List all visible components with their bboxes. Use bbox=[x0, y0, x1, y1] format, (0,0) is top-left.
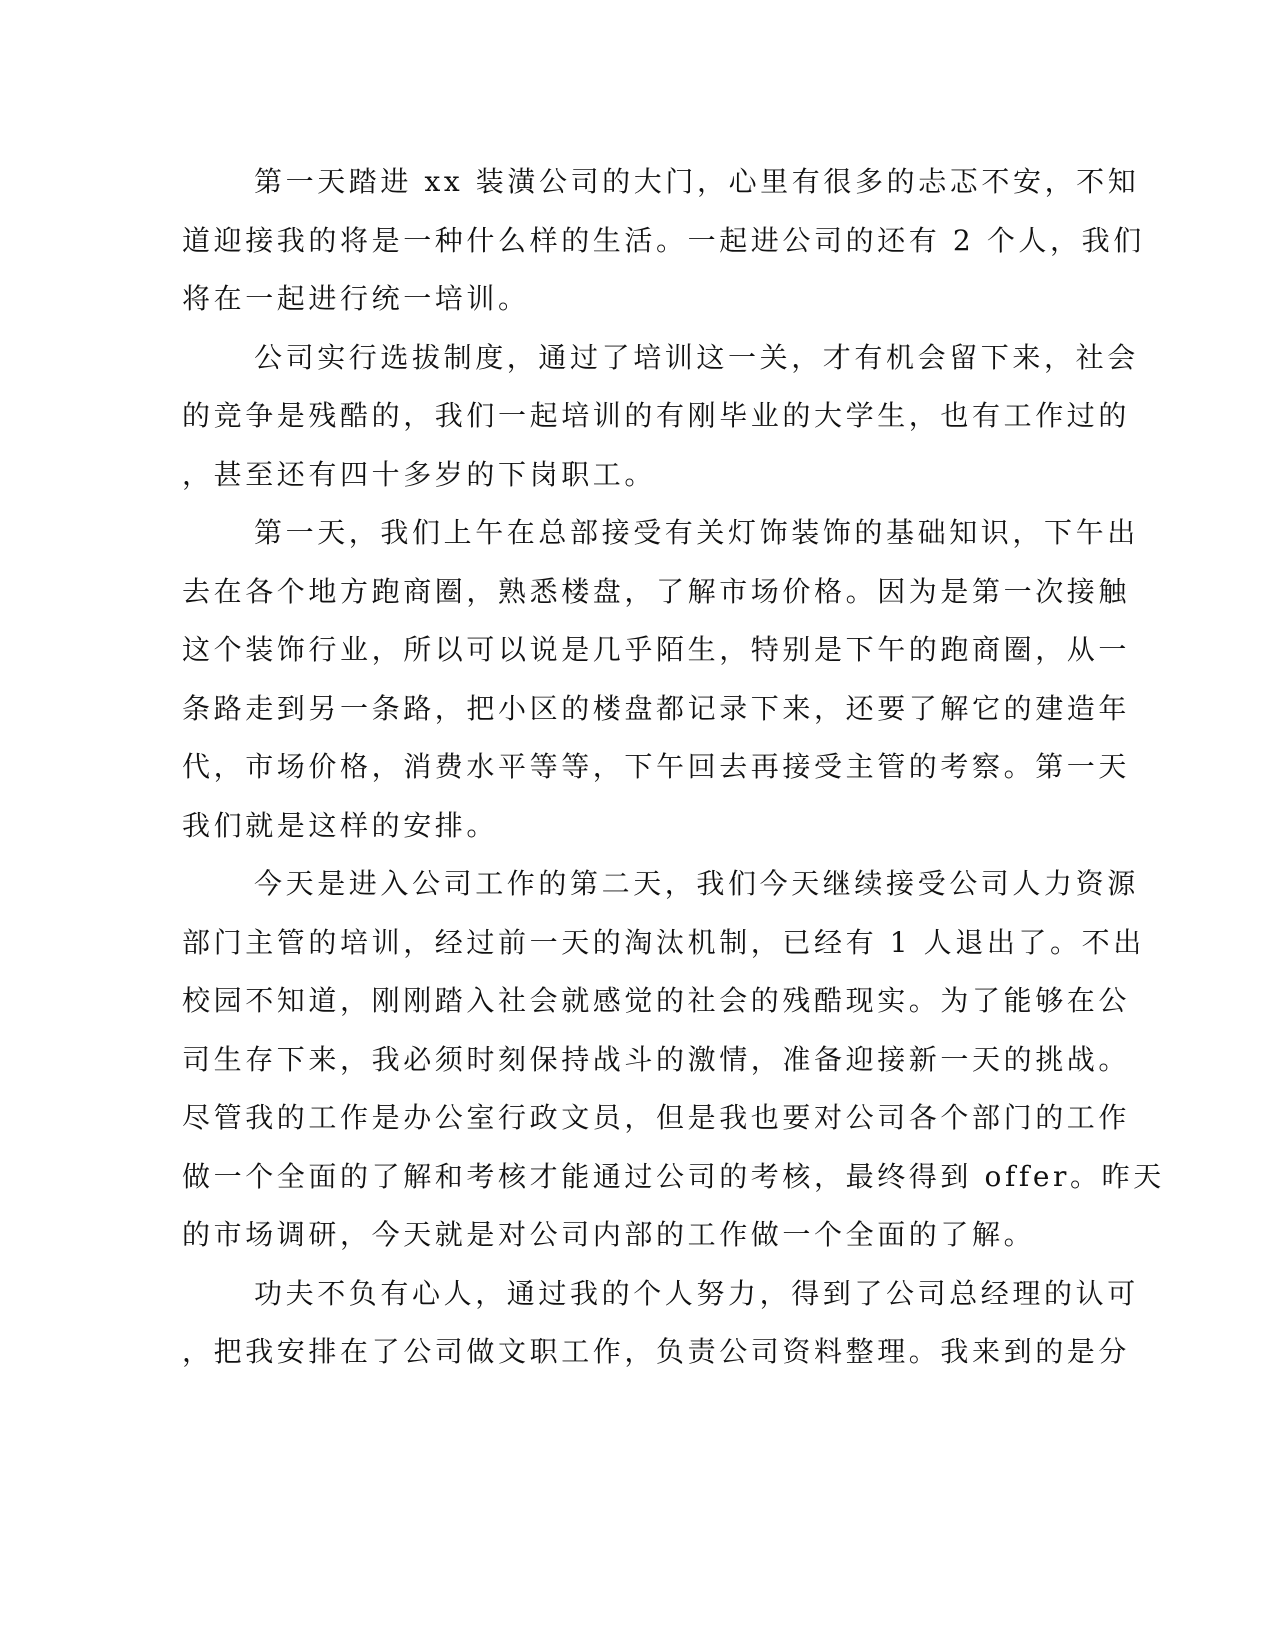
text-line: 公司实行选拔制度，通过了培训这一关，才有机会留下来，社会 bbox=[254, 340, 1139, 374]
text-line: 的竞争是残酷的，我们一起培训的有刚毕业的大学生，也有工作过的 bbox=[182, 399, 1131, 432]
text-line: 将在一起进行统一培训。 bbox=[182, 282, 530, 315]
paragraph-2 bbox=[182, 336, 1139, 512]
text-line: 去在各个地方跑商圈，熟悉楼盘，了解市场价格。因为是第一次接触 bbox=[182, 574, 1131, 608]
paragraph-1 bbox=[182, 160, 1145, 336]
text-line: 校园不知道，刚刚踏入社会就感觉的社会的残酷现实。为了能够在公 bbox=[182, 984, 1131, 1017]
paragraph-5 bbox=[182, 1272, 1139, 1389]
text-line: ，甚至还有四十多岁的下岗职工。 bbox=[182, 457, 657, 491]
text-line: ，把我安排在了公司做文职工作，负责公司资料整理。我来到的是分 bbox=[182, 1335, 1131, 1368]
text-line: 代，市场价格，消费水平等等，下午回去再接受主管的考察。第一天 bbox=[182, 750, 1131, 783]
text-line: 的市场调研，今天就是对公司内部的工作做一个全面的了解。 bbox=[182, 1218, 1036, 1251]
paragraph-3 bbox=[182, 511, 1139, 862]
text-line: 第一天，我们上午在总部接受有关灯饰装饰的基础知识，下午出 bbox=[254, 516, 1139, 549]
document-body bbox=[182, 160, 1165, 1389]
text-line: 做一个全面的了解和考核才能通过公司的考核，最终得到 offer。昨天 bbox=[182, 1159, 1165, 1193]
text-line: 功夫不负有心人，通过我的个人努力，得到了公司总经理的认可 bbox=[254, 1276, 1139, 1310]
text-line: 今天是进入公司工作的第二天，我们今天继续接受公司人力资源 bbox=[254, 867, 1139, 900]
paragraph-4 bbox=[182, 862, 1165, 1272]
text-line: 尽管我的工作是办公室行政文员，但是我也要对公司各个部门的工作 bbox=[182, 1101, 1131, 1134]
text-line: 条路走到另一条路，把小区的楼盘都记录下来，还要了解它的建造年 bbox=[182, 691, 1131, 725]
text-line: 司生存下来，我必须时刻保持战斗的激情，准备迎接新一天的挑战。 bbox=[182, 1042, 1131, 1076]
text-line: 道迎接我的将是一种什么样的生活。一起进公司的还有 2 个人，我们 bbox=[182, 223, 1145, 257]
text-line: 部门主管的培训，经过前一天的淘汰机制，已经有 1 人退出了。不出 bbox=[182, 925, 1145, 959]
text-line: 我们就是这样的安排。 bbox=[182, 808, 499, 842]
text-line: 这个装饰行业，所以可以说是几乎陌生，特别是下午的跑商圈，从一 bbox=[182, 633, 1131, 666]
text-line: 第一天踏进 xx 装潢公司的大门，心里有很多的忐忑不安，不知 bbox=[254, 165, 1140, 198]
